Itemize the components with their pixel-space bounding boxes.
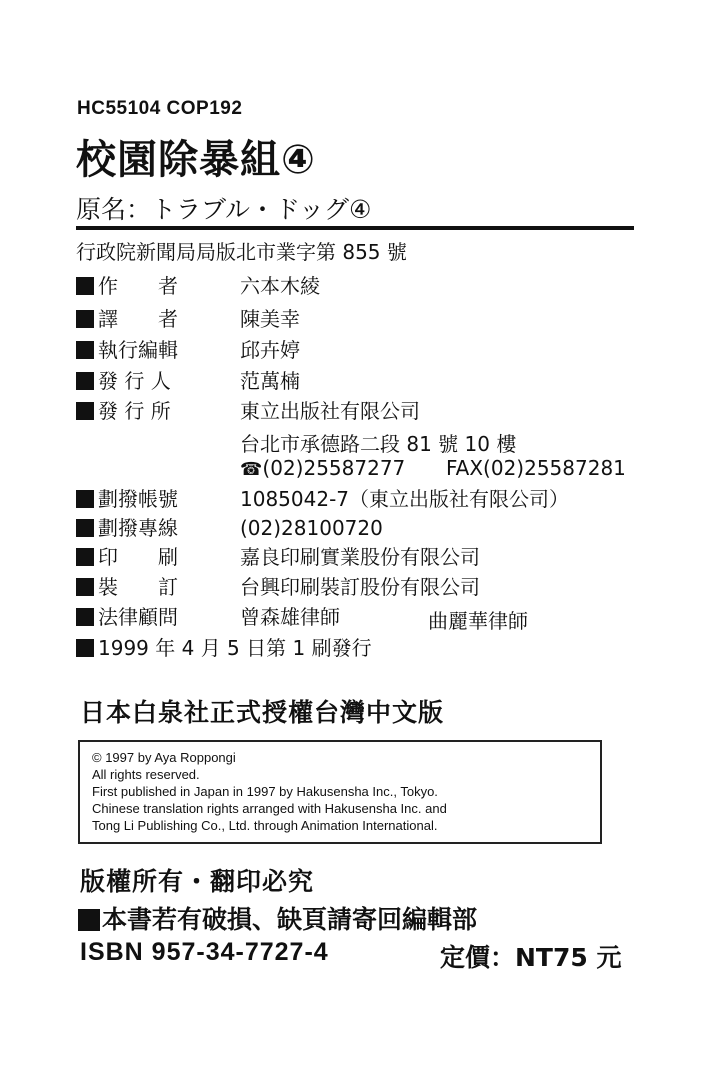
bullet-square-icon — [78, 909, 100, 931]
bullet-square-icon — [76, 372, 94, 390]
bullet-square-icon — [76, 402, 94, 420]
credit-value: 台興印刷裝訂股份有限公司 — [240, 575, 480, 599]
copyright-box — [78, 740, 602, 844]
rights-reserved: 版權所有・翻印必究 — [80, 867, 315, 896]
publisher-phone — [240, 456, 405, 480]
publisher-address: 台北市承德路二段 81 號 10 樓 — [240, 432, 517, 456]
bullet-square-icon — [76, 639, 94, 657]
credit-label: 譯 者 — [98, 307, 178, 331]
price: 定價：NT75 元 — [440, 943, 622, 972]
damage-notice — [78, 900, 477, 936]
credit-row-editor — [76, 335, 300, 365]
bullet-square-icon — [76, 277, 94, 295]
credit-row-author — [76, 271, 320, 301]
license-statement: 日本白泉社正式授權台灣中文版 — [80, 698, 445, 727]
credit-row-translator — [76, 304, 300, 334]
credit-label: 印 刷 — [98, 545, 178, 569]
credit-value: (02)28100720 — [240, 516, 383, 540]
original-title: 原名：トラブル・ドッグ④ — [76, 195, 372, 224]
credit-label: 裝 訂 — [98, 575, 178, 599]
credit-row-publisher — [76, 396, 420, 426]
credit-value: 范萬楠 — [240, 369, 300, 393]
credit-value: 曾森雄律師 — [240, 605, 340, 629]
damage-notice-text: 本書若有破損、缺頁請寄回編輯部 — [102, 905, 478, 934]
publication-permit: 行政院新聞局局版北市業字第 855 號 — [76, 240, 407, 264]
bullet-square-icon — [76, 548, 94, 566]
phone-number: (02)25587277 — [262, 456, 406, 480]
credit-label: 劃撥專線 — [98, 516, 178, 540]
copyright-line: Tong Li Publishing Co., Ltd. through Animation International. — [92, 818, 438, 833]
copyright-line: Chinese translation rights arranged with Hakusensha Inc. and — [92, 801, 447, 816]
credit-value: 六本木綾 — [240, 274, 320, 298]
phone-icon: ☎ — [240, 459, 263, 480]
bullet-square-icon — [76, 310, 94, 328]
copyright-line: All rights reserved. — [92, 767, 200, 782]
credit-value: 邱卉婷 — [240, 338, 300, 362]
bullet-square-icon — [76, 578, 94, 596]
credit-row-hotline — [76, 513, 383, 543]
credit-row-binding — [76, 572, 480, 602]
bullet-square-icon — [76, 490, 94, 508]
credit-label: 發 行 人 — [98, 369, 171, 393]
copyright-line: © 1997 by Aya Roppongi — [92, 750, 236, 765]
credit-row-legal — [76, 602, 340, 632]
copyright-line: First published in Japan in 1997 by Hakusensha Inc., Tokyo. — [92, 784, 438, 799]
publication-date-row — [76, 633, 372, 663]
credit-label: 執行編輯 — [98, 338, 178, 362]
bullet-square-icon — [76, 519, 94, 537]
book-title: 校園除暴組④ — [76, 137, 316, 183]
credit-value: 陳美幸 — [240, 307, 300, 331]
publisher-fax: FAX(02)25587281 — [446, 456, 626, 480]
publication-date: 1999 年 4 月 5 日第 1 刷發行 — [98, 636, 372, 660]
product-code: HC55104 COP192 — [77, 98, 243, 119]
credit-value: 1085042-7（東立出版社有限公司） — [240, 487, 570, 511]
credit-label: 劃撥帳號 — [98, 487, 178, 511]
bullet-square-icon — [76, 608, 94, 626]
credit-label: 法律顧問 — [98, 605, 178, 629]
credit-value: 嘉良印刷實業股份有限公司 — [240, 545, 480, 569]
divider — [76, 226, 634, 230]
credit-value: 東立出版社有限公司 — [240, 399, 420, 423]
bullet-square-icon — [76, 341, 94, 359]
second-lawyer: 曲麗華律師 — [428, 609, 528, 633]
credit-row-publisher-person — [76, 366, 300, 396]
credit-row-printing — [76, 542, 480, 572]
credit-label: 發 行 所 — [98, 399, 171, 423]
credit-label: 作 者 — [98, 274, 178, 298]
isbn: ISBN 957-34-7727-4 — [80, 938, 329, 966]
credit-row-account — [76, 484, 570, 514]
